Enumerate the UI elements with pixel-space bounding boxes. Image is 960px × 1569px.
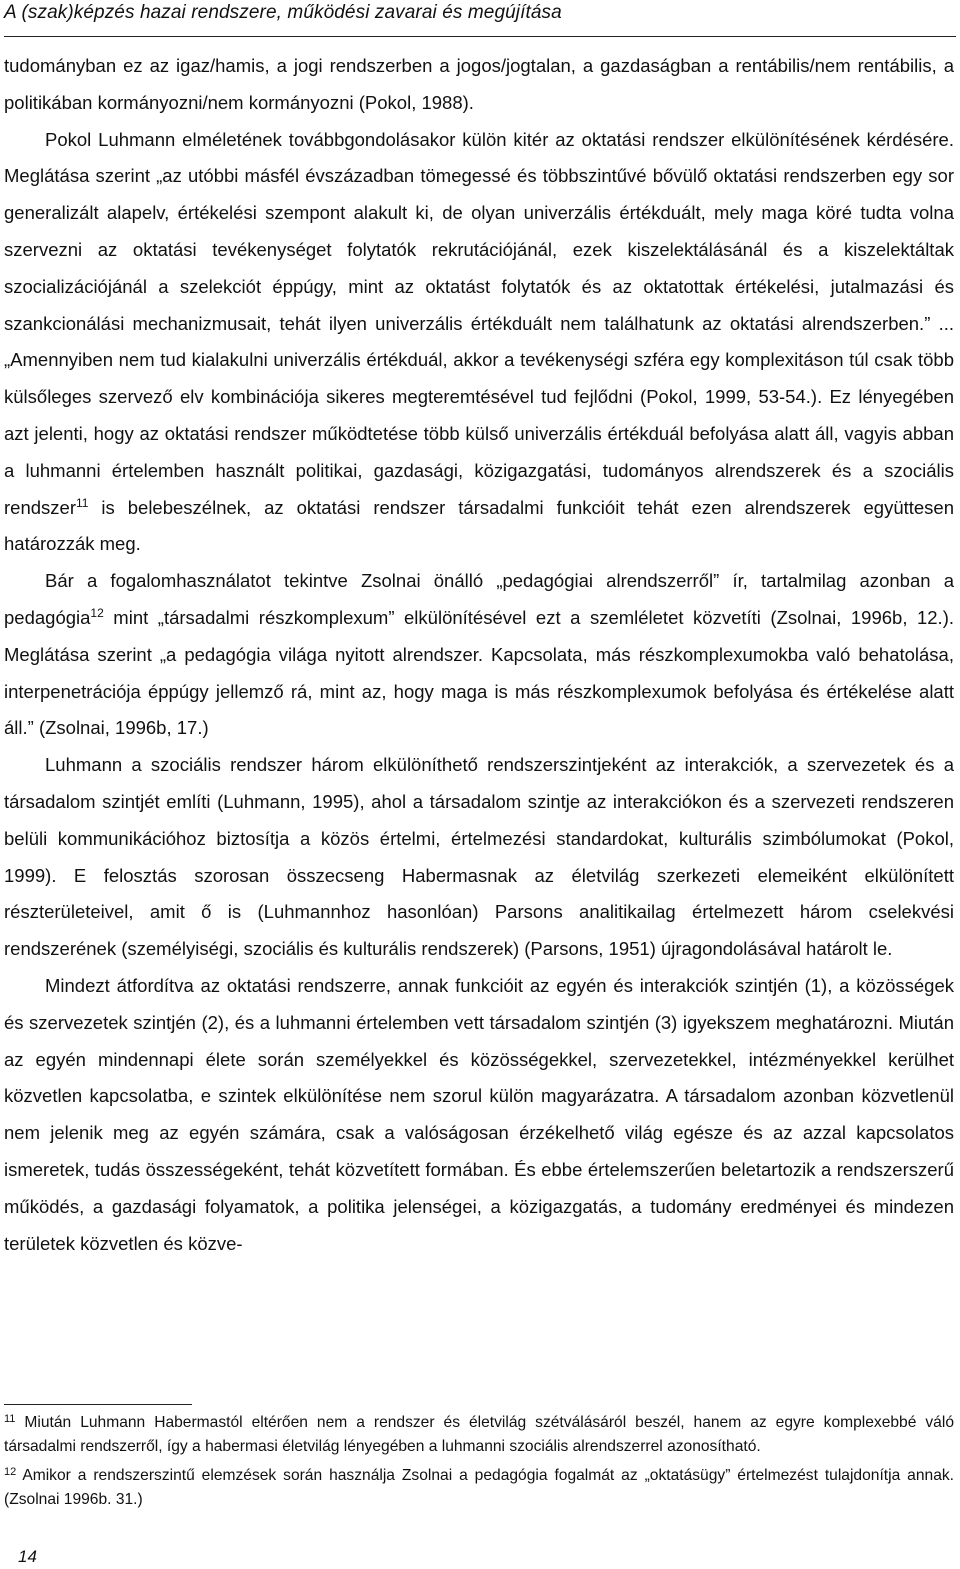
paragraph-2-text-a: Pokol Luhmann elméletének továbbgondolásakor külön kitér az oktatási rendszer elkülönítésének kérdésére. Meglátása szerint „az utóbbi másfél évszázadban tömegessé és többszintűvé bővülő oktatási rendszerben egy sor generalizált alapelv, értékelési szempont alakult ki, de olyan univerzális értékduált, mely maga köré tudta volna szervezni az oktatási tevékenységet folytatók rekrutációjánál, ezek kiszelektálásánál és a kiszelektáltak szocializációjánál a szelekciót éppúgy, mint az oktatást folytatók és az oktatottak értékelési, jutalmazási és szankcionálási mechanizmusait, tehát ilyen univerzális értékduált nem találhatunk az oktatási alrendszerben.” ... „Amennyiben nem tud kialakulni univerzális értékduál, akkor a tevékenységi szféra egy komplexitáson túl csak több külsőleges szervező elv kombinációja sikeres megteremtésével tud fejlődni (Pokol, 1999, 53-54.). Ez lényegében azt jelenti, hogy az oktatási rendszer működtetése több külső univerzális értékduál befolyása alatt áll, vagyis abban a luhmanni értelemben használt politikai, gazdasági, közigazgatási, tudományos alrendszerek és a szociális rendszer xyxy=(4,128,954,518)
footnote-ref-11: 11 xyxy=(75,495,89,510)
footnotes xyxy=(4,1411,954,1517)
paragraph-4: Luhmann a szociális rendszer három elkülöníthető rendszerszintjeként az interakciók, a szervezetek és a társadalom szintjét említi (Luhmann, 1995), ahol a társadalom szintje az interakciókon és a szervezeti rendszeren belüli kommunikációhoz biztosítja a közös értelmi, értelmezési standardokat, kulturális szimbólumokat (Pokol, 1999). E felosztás szorosan összecseng Habermasnak az életvilág szerkezeti elemeiként elkülönített részterületeivel, amit ő is (Luhmannhoz hasonlóan) Parsons analitikailag értelmezett három cselekvési rendszerének (személyiségi, szociális és kulturális rendszerek) (Parsons, 1951) újragondolásával határolt le. xyxy=(4,754,954,960)
paragraph-3 xyxy=(4,563,954,747)
paragraph-2-text-b: is belebeszélnek, az oktatási rendszer társadalmi funkcióit tehát ezen alrendszerek együttesen határozzák meg. xyxy=(4,496,954,555)
paragraph-3-text-b: mint „társadalmi részkomplexum” elkülönítésével ezt a szemléletet közvetíti (Zsolnai, 1996b, 12.). Meglátása szerint „a pedagógia világa nyitott alrendszer. Kapcsolata, más részkomplexumokba való behatolása, interpenetrációja éppúgy jellemző rá, mint az, hogy maga is más részkomplexumok befolyása és értékelése alatt áll.” (Zsolnai, 1996b, 17.) xyxy=(4,606,954,739)
footnote-ref-12: 12 xyxy=(90,605,104,620)
footnote-12 xyxy=(4,1464,954,1512)
body-text xyxy=(4,48,954,1262)
paragraph-1: tudományban ez az igaz/hamis, a jogi rendszerben a jogos/jogtalan, a gazdaságban a rentábilis/nem rentábilis, a politikában kormányozni/nem kormányozni (Pokol, 1988). xyxy=(4,55,954,113)
footnote-divider xyxy=(4,1404,192,1405)
running-header: A (szak)képzés hazai rendszere, működési zavarai és megújítása xyxy=(4,2,562,23)
footnote-11 xyxy=(4,1411,954,1459)
header-divider xyxy=(4,36,956,37)
paragraph-5: Mindezt átfordítva az oktatási rendszerre, annak funkcióit az egyén és interakciók szintjén (1), a közösségek és szervezetek szintjén (2), és a luhmanni értelemben vett társadalom szintjén (3) igyekszem meghatározni. Miután az egyén mindennapi élete során személyekkel és közösségekkel, szervezetekkel, intézményekkel kerülhet közvetlen kapcsolatba, e szintek elkülönítése nem szorul külön magyarázatra. A társadalom azonban közvetlenül nem jelenik meg az egyén számára, csak a valóságosan érzékelhető világ egésze és az azzal kapcsolatos ismeretek, tudás összességeként, tehát közvetített formában. És ebbe értelemszerűen beletartozik a rendszerszerű működés, a gazdasági folyamatok, a politika jelenségei, a közigazgatás, a tudomány eredményei és mindezen területek közvetlen és közve- xyxy=(4,974,954,1254)
footnote-number: 11 xyxy=(4,1413,16,1425)
footnote-number: 12 xyxy=(4,1466,17,1478)
paragraph-2 xyxy=(4,122,954,564)
paragraph-3-text-a: Bár a fogalomhasználatot tekintve Zsolnai önálló „pedagógiai alrendszerről” ír, tartalmilag azonban a pedagógia xyxy=(4,570,954,628)
page-number: 14 xyxy=(18,1547,37,1566)
footnote-text: Miután Luhmann Habermastól eltérően nem a rendszer és életvilág szétválásáról beszél, hanem az egyre komplexebbé váló társadalmi rendszerről, így a habermasi életvilág lényegében a luhmanni szociális alrendszerrel azonosítható. xyxy=(4,1414,954,1455)
footnote-text: Amikor a rendszerszintű elemzések során használja Zsolnai a pedagógia fogalmát az „oktatásügy” értelmezést tulajdonítja annak. (Zsolnai 1996b. 31.) xyxy=(4,1467,954,1508)
